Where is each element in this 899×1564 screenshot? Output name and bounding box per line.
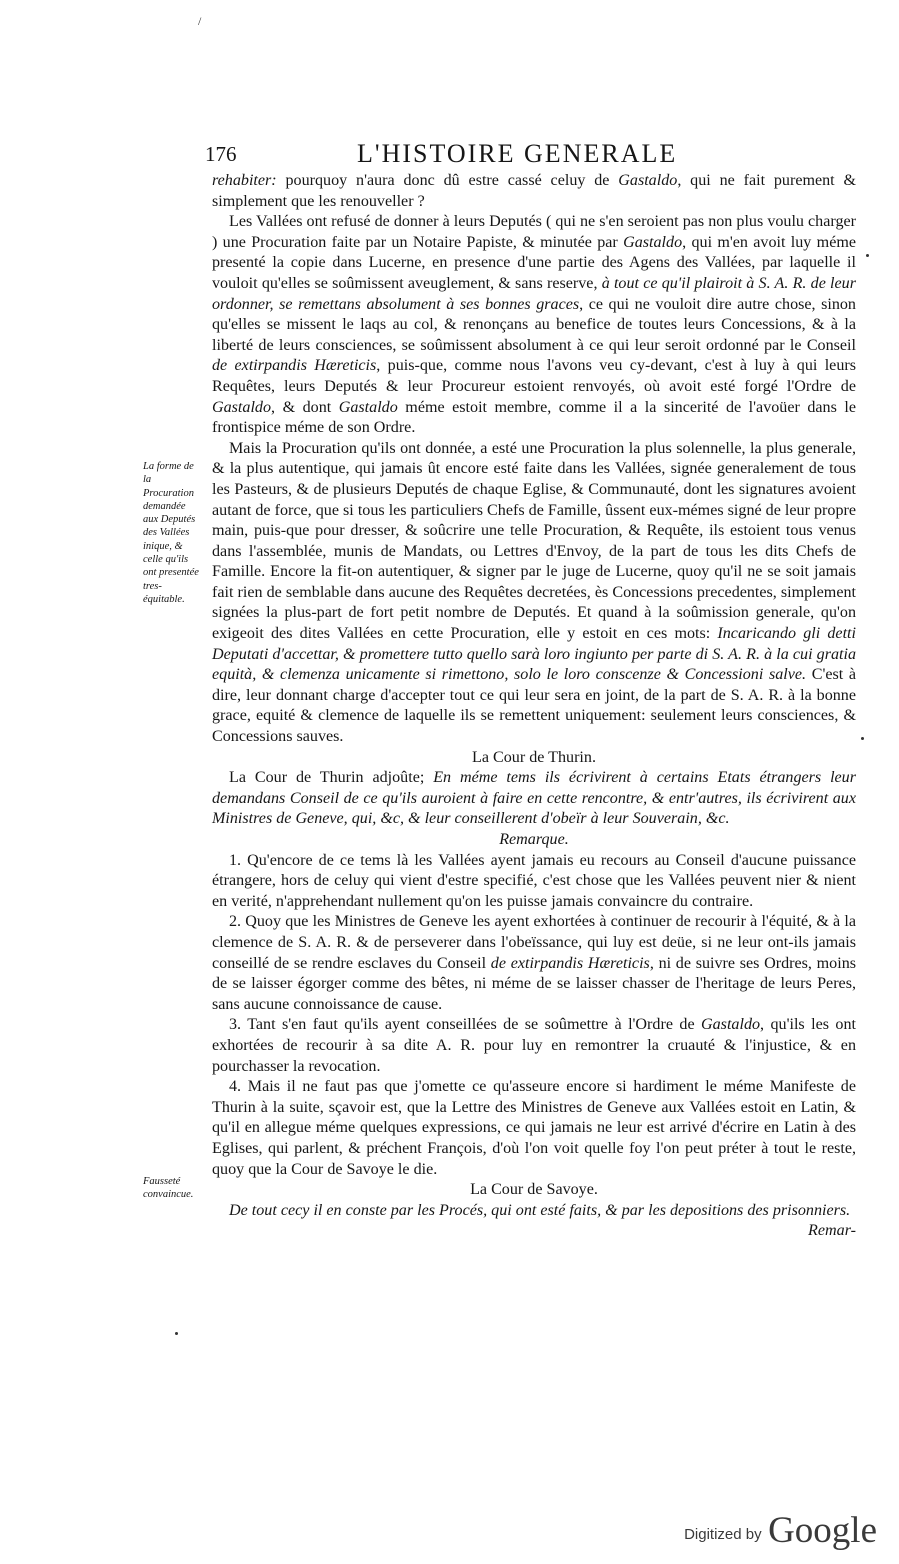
catchword: Remar- [808,1222,856,1240]
page-number: 176 [205,142,237,166]
google-logo: Google [768,1510,877,1551]
paragraph: Les Vallées ont refusé de donner à leurs Deputés ( qui ne s'en seroient pas non plus voulu charger ) une Procuration faite par un Notaire Papiste, & minutée par Gastaldo, qui m'en avoit luy méme presenté la copie dans Lucerne, en presence d'une partie des Agens des Vallées, par laquelle il vouloit qu'elles se soûmissent aveuglement, & sans reserve, à tout ce qu'il plairoit à S. A. R. de leur ordonner, se remettans absolument à ses bonnes graces, ce qui ne vouloit dire autre chose, sinon qu'elles se missent le laqs au col, & renonçans au benefice de toutes leurs Concessions, & à la liberté de leurs consciences, se soûmissent absolument à ce qui leur seroit ordonné par le Conseil de extirpandis Hæreticis, puis-que, comme nous l'avons veu cy-devant, c'est à luy à qui leurs Requêtes, leurs Deputés & leur Procureur estoient renvoyés, où avoit esté forgé l'Ordre de Gastaldo, & dont Gastaldo méme estoit membre, comme il a la sincerité de l'avoüer dans le frontispice méme de son Ordre. [212,213,856,437]
page-header [205,139,855,172]
paragraph: 4. Mais il ne faut pas que j'omette ce qu'asseure encore si hardiment le méme Manifeste de Thurin à la suite, sçavoir est, que la Lettre des Ministres de Geneve aux Vallées estoit en Latin, & qu'il en allegue méme quelques expressions, ce qui jamais ne leur est arrivé d'écrire en Latin à des Eglises, qui parlent, & préchent François, d'où l'on voit quelle foy l'on peut préter à tout le reste, quoy que la Cour de Savoye le die. [212,1078,856,1178]
stray-dot [866,254,869,257]
running-title: L'HISTOIRE GENERALE [357,139,678,168]
paragraph: 2. Quoy que les Ministres de Geneve les ayent exhortées à continuer de recourir à l'équité, & à la clemence de S. A. R. & de perseverer dans l'obeïssance, qui luy est deüe, si ne leur ont-ils jamais conseillé de se rendre esclaves du Conseil de extirpandis Hæreticis, ni de suivre ses Ordres, moins de se laisser égorger comme des bêtes, ni méme de se laisser chasser de l'heritage de leurs Peres, sans aucune connoissance de cause. [212,913,857,1013]
stray-dot [861,737,864,740]
section-heading: Remarque. [499,831,569,848]
paragraph: rehabiter: pourquoy n'aura donc dû estre cassé celuy de Gastaldo, qui ne fait purement & simplement que les renouveller ? [212,172,857,210]
paragraph: Mais la Procuration qu'ils ont donnée, a esté une Procuration la plus solennelle, la plus generale, & la plus autentique, qui jamais ût encore esté faite dans les Vallées, signée generalement de tous les Pasteurs, & de plusieurs Deputés de chaque Eglise, & Communauté, dont les signatures avoient autant de force, que si tous les particuliers Chefs de Famille, ûssent eux-mémes signé de leur propre main, puis-que pour dresser, & soûcrire une telle Procuration, & Requête, ils estoient tous venus dans l'assemblée, munis de Mandats, ou Lettres d'Envoy, de la part de tous les dits Chefs de Famille. Encore la fit-on autentiquer, & signer par le juge de Lucerne, quoy qu'il ne se soit jamais fait rien de semblable dans aucune des Requêtes decretées, ès Concessions precedentes, simplement signées la plus-part de fort petit nombre de Deputés. Et quand à la soûmission generale, qu'on exigeoit des dites Vallées en cette Procuration, elle y estoit en ces mots: Incaricando gli detti Deputati d'accettar, & promettere tutto quello sarà loro ingiunto per parte di S. A. R. à la cui gratia equità, & clemenza unicamente si rimettono, solo le loro conscenze & Concessioni salve. C'est à dire, leur donnant charge d'accepter tout ce qui leur sera en joint, de la part de S. A. R. à la bonne grace, equité & clemence de laquelle ils se remettent uniquement: seulement leurs consciences, & Concessions sauves. [212,439,856,746]
margin-note: La forme de la Procuration demandée aux Deputés des Vallées inique, & celle qu'ils ont presentée tres-équitable. [143,461,199,605]
paragraph: 3. Tant s'en faut qu'ils ayent conseillées de se soûmettre à l'Ordre de Gastaldo, qu'ils les ont exhortées de recourir à sa dite A. R. pour luy en remontrer la cruauté & l'injustice, & en pourchasser la revocation. [212,1016,856,1075]
body-text [212,171,856,1242]
digitized-watermark [684,1509,877,1552]
section-heading: La Cour de Savoye. [470,1181,598,1199]
watermark-prefix: Digitized by [684,1526,762,1543]
stray-dot [175,1332,178,1335]
paragraph: La Cour de Thurin adjoûte; En méme tems ils écrivirent à certains Etats étrangers leur demandans Conseil de ce qu'ils auroient à faire en cette rencontre, & entr'autres, ils écrivirent aux Ministres de Geneve, qui, &c, & leur conseillerent d'obeïr à leur Souverain, &c. [212,769,856,828]
paragraph: 1. Qu'encore de ce tems là les Vallées ayent jamais eu recours au Conseil d'aucune puissance étrangere, hors de celuy qui vient d'estre specifié, c'est chose que les Vallées peuvent nier & nient en verité, n'apprehendant nullement qu'on les puisse jamais convaincre du contraire. [212,851,856,910]
margin-note: Fausseté convaincue. [143,1176,194,1201]
stray-mark: / [198,14,202,28]
section-heading: La Cour de Thurin. [472,748,596,766]
paragraph: De tout cecy il en conste par les Procés, qui ont esté faits, & par les depositions des prisonniers. [229,1201,851,1219]
